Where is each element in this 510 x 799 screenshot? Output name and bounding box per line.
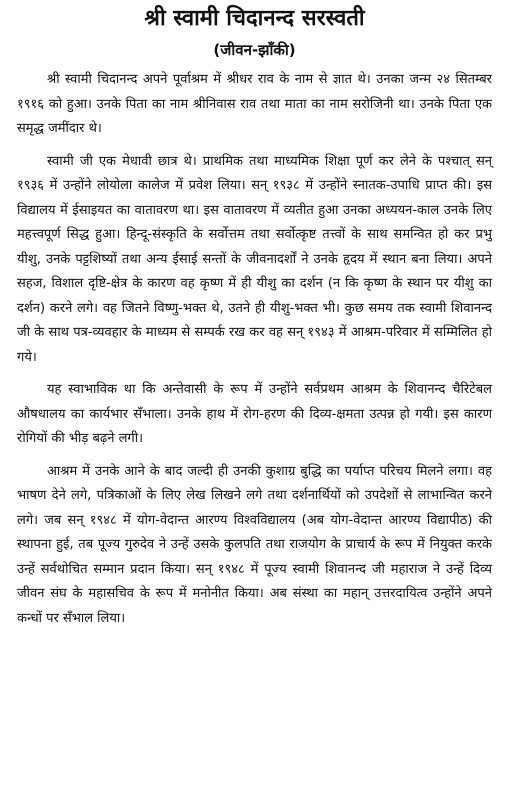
page-title: श्री स्वामी चिदानन्द सरस्वती [144,6,365,31]
page-subtitle: (जीवन-झाँकी) [213,41,296,59]
paragraph-education: स्वामी जी एक मेधावी छात्र थे। प्राथमिक तथा माध्यमिक शिक्षा पूर्ण कर लेने के पश्चात् सन् १९३६ में उन्होंने लोयोला कालेज में प्रवेश लिया। सन् १९३८ में उन्होंने स्नातक-उपाधि प्राप्त की। इस विद्यालय में ईसाइयत का वातावरण था। इस वातावरण में व्यतीत हुआ उनका अध्ययन-काल उनके लिए महत्त्वपूर्ण सिद्ध हुआ। हिन्दू-संस्कृति के सर्वोत्तम तथा सर्वोत्कृष्ट तत्त्वों के साथ समन्वित हो कर प्रभु यीशु, उनके पट्टशिष्यों तथा अन्य ईसाई सन्तों के जीवनादर्शों ने उनके हृदय में स्थान बना लिया। अपने सहज, विशाल दृष्टि-क्षेत्र के कारण वह कृष्ण में ही यीशु का दर्शन (न कि कृष्ण के स्थान पर यीशु का दर्शन) करने लगे। वह जितने विष्णु-भक्त थे, उतने ही यीशु-भक्त भी। कुछ समय तक स्वामी शिवानन्द जी के साथ पत्र-व्यवहार के माध्यम से सम्पर्क रख कर वह सन् १९४३ में आश्रम-परिवार में सम्मिलित हो गये। [17,153,492,365]
paragraph-birth: श्री स्वामी चिदानन्द अपने पूर्वाश्रम में श्रीधर राव के नाम से ज्ञात थे। उनका जन्म २४ सितम्बर १९१६ को हुआ। उनके पिता का नाम श्रीनिवास राव तथा माता का नाम सरोजिनी था। उनके पिता एक समृद्ध जमींदार थे। [17,72,492,136]
paragraph-ashram-role: आश्रम में उनके आने के बाद जल्दी ही उनकी कुशाग्र बुद्धि का पर्याप्त परिचय मिलने लगा। वह भाषण देने लगे, पत्रिकाओं के लिए लेख लिखने लगे तथा दर्शनार्थियों को उपदेशों से लाभान्वित करने लगे। जब सन् १९४८ में योग-वेदान्त आरण्य विश्वविद्यालय (अब योग-वेदान्त आरण्य विद्यापीठ) की स्थापना हुई, तब पूज्य गुरुदेव ने उन्हें उसके कुलपति तथा राजयोग के प्राचार्य के रूप में नियुक्त करके उन्हें सर्वथोचित सम्मान प्रदान किया। सन् १९४८ में पूज्य स्वामी शिवानन्द जी महाराज ने उन्हें दिव्य जीवन संघ के महासचिव के रूप में मनोनीत किया। अब संस्था का महान् उत्तरदायित्व उन्होंने अपने कन्धों पर सँभाल लिया। [17,463,492,626]
paragraph-dispensary: यह स्वाभाविक था कि अन्तेवासी के रूप में उन्होंने सर्वप्रथम आश्रम के शिवानन्द चैरिटेबल औषधालय का कार्यभार सँभाला। उनके हाथ में रोग-हरण की दिव्य-क्षमता उत्पन्न हो गयी। इस कारण रोगियों की भीड़ बढ़ने लगी। [17,382,492,446]
